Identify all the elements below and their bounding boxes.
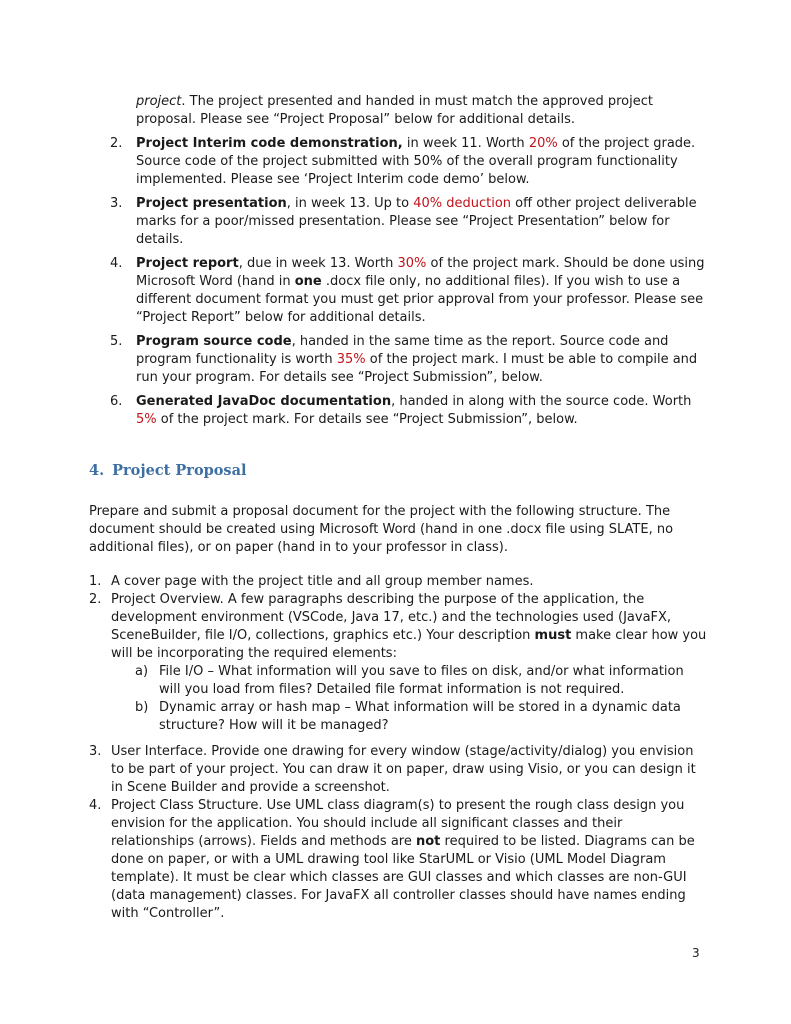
item-text: A cover page with the project title and all group member names. — [111, 574, 534, 589]
page-number: 3 — [692, 946, 700, 960]
item-title: Project Interim code demonstration, — [136, 136, 403, 151]
highlight-value: 30% — [397, 256, 427, 271]
list-number: 3. — [89, 744, 102, 759]
item-text: , handed in the same time as the report. Source code and program functionality is worth — [136, 334, 669, 367]
deliverables-list — [110, 93, 710, 435]
item-text: File I/O – What information will you save to files on disk, and/or what information will you load from files? Detailed file format information is not required. — [159, 664, 684, 697]
item-text: in week 11. Worth — [402, 136, 529, 151]
list-item — [89, 743, 709, 797]
section-intro-paragraph: Prepare and submit a proposal document for the project with the following structure. The document should be created using Microsoft Word (hand in one .docx file using SLATE, no additional files), or on paper (hand in to your professor in class). — [89, 504, 674, 555]
item-text: Dynamic array or hash map – What information will be stored in a dynamic data structure? How will it be managed? — [159, 700, 681, 733]
list-item-continuation — [110, 93, 710, 129]
item-text: , due in week 13. Worth — [238, 256, 398, 271]
highlight-value: 20% — [528, 136, 558, 151]
item-text: .docx file only, no additional files). If you wish to use a different document format you must get prior approval from your professor. Please see “Project Report” below for additional details. — [136, 274, 704, 325]
list-number: 3. — [110, 196, 123, 211]
section-title: Project Proposal — [112, 462, 247, 479]
section-heading — [89, 462, 247, 480]
list-item — [110, 333, 710, 387]
list-item — [110, 135, 710, 189]
list-item — [110, 255, 710, 327]
item-text: Project Class Structure. Use UML class diagram(s) to present the rough class design you envision for the application. You should include all significant classes and their relationships (arrows). Fields and methods are — [111, 798, 685, 849]
item-text: . The project presented and handed in must match the approved project proposal. Please see “Project Proposal” below for additional details. — [136, 94, 653, 127]
highlight-value: 35% — [336, 352, 366, 367]
list-number: 6. — [110, 394, 123, 409]
section-number: 4. — [89, 462, 105, 479]
italic-text: project — [136, 94, 182, 109]
sub-list-letter: a) — [135, 664, 149, 679]
list-number: 1. — [89, 574, 102, 589]
sub-list-item — [135, 663, 709, 699]
item-text: off other project deliverable marks for a poor/missed presentation. Please see “Project Presentation” below for details. — [136, 196, 697, 247]
list-item — [110, 195, 710, 249]
highlight-value: 40% deduction — [413, 196, 512, 211]
item-title: Project report — [136, 256, 239, 271]
list-number: 4. — [89, 798, 102, 813]
item-title: Program source code — [136, 334, 292, 349]
sub-list — [135, 663, 709, 735]
emphasis-text: must — [534, 628, 572, 643]
item-text: Project Overview. A few paragraphs describing the purpose of the application, the development environment (VSCode, Java 17, etc.) and the technologies used (JavaFX, SceneBuilder, file I/O, collections, graphics etc.) Your description — [111, 592, 672, 643]
sub-list-item — [135, 699, 709, 735]
list-item — [89, 573, 709, 591]
highlight-value: 5% — [136, 412, 157, 427]
item-text: of the project mark. I must be able to compile and run your program. For details see “Project Submission”, below. — [136, 352, 698, 385]
item-text: User Interface. Provide one drawing for every window (stage/activity/dialog) you envision to be part of your project. You can draw it on paper, draw using Visio, or you can design it in Scene Builder and provide a screenshot. — [111, 744, 696, 795]
emphasis-text: one — [294, 274, 322, 289]
item-text: required to be listed. Diagrams can be done on paper, or with a UML drawing tool like StarUML or Visio (UML Model Diagram template). It must be clear which classes are GUI classes and which classes are non-GUI (data management) classes. For JavaFX all controller classes should have names ending with “Controller”. — [111, 834, 695, 921]
emphasis-text: not — [416, 834, 441, 849]
list-item — [110, 393, 710, 429]
list-number: 4. — [110, 256, 123, 271]
item-text: of the project grade. Source code of the project submitted with 50% of the overall program functionality implemented. Please see ‘Project Interim code demo’ below. — [136, 136, 696, 187]
item-text: , handed in along with the source code. Worth — [391, 394, 692, 409]
item-title: Generated JavaDoc documentation — [136, 394, 392, 409]
item-text: of the project mark. For details see “Project Submission”, below. — [156, 412, 578, 427]
sub-list-letter: b) — [135, 700, 149, 715]
list-item — [89, 591, 709, 735]
list-number: 2. — [89, 592, 102, 607]
item-text: , in week 13. Up to — [286, 196, 414, 211]
item-title: Project presentation — [136, 196, 287, 211]
item-text: of the project mark. Should be done using Microsoft Word (hand in — [136, 256, 705, 289]
list-number: 2. — [110, 136, 123, 151]
list-number: 5. — [110, 334, 123, 349]
proposal-structure-list — [89, 573, 709, 923]
item-text: make clear how you will be incorporating the required elements: — [111, 628, 707, 661]
list-item — [89, 797, 709, 923]
